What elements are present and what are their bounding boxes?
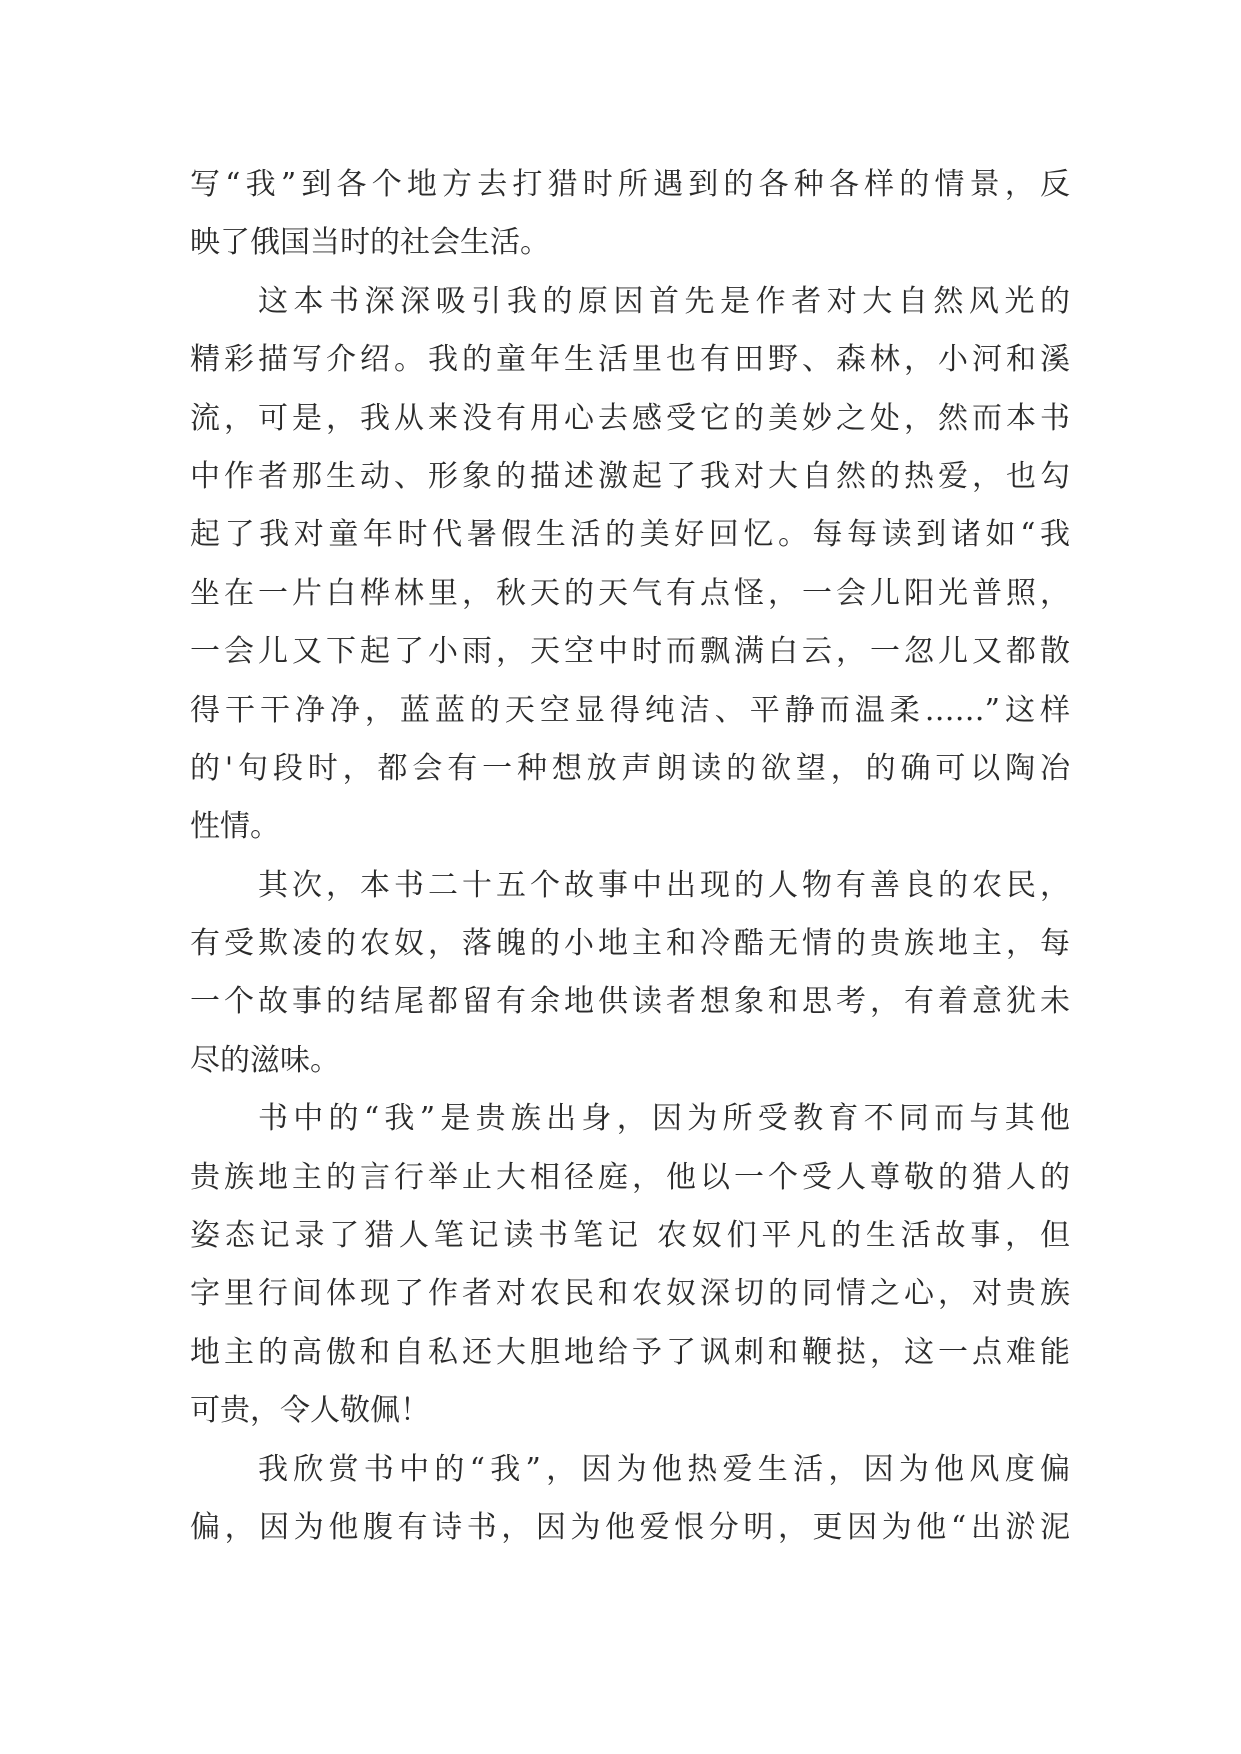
text-line: 写“我”到各个地方去打猎时所遇到的各种各样的情景，反: [190, 167, 1070, 202]
text-line: 的'句段时，都会有一种想放声朗读的欲望，的确可以陶冶: [190, 750, 1070, 786]
body-text: [190, 156, 1070, 1557]
text-line: 坐在一片白桦林里，秋天的天气有点怪，一会儿阳光普照，: [190, 575, 1070, 611]
text-line: 字里行间体现了作者对农民和农奴深切的同情之心，对贵族: [190, 1276, 1070, 1312]
text-line: 可贵，令人敬佩！: [190, 1393, 430, 1429]
paragraph-start-line: 这本书深深吸引我的原因首先是作者对大自然风光的: [258, 283, 1070, 319]
text-line: 得干干净净，蓝蓝的天空显得纯洁、平静而温柔……”这样: [190, 692, 1070, 728]
text-line: 精彩描写介绍。我的童年生活里也有田野、森林，小河和溪: [190, 342, 1070, 378]
text-line: 一个故事的结尾都留有余地供读者想象和思考，有着意犹未: [190, 984, 1070, 1020]
text-line: 贵族地主的言行举止大相径庭，他以一个受人尊敬的猎人的: [190, 1159, 1070, 1195]
paragraph-start-line: 我欣赏书中的“我”，因为他热爱生活，因为他风度偏: [258, 1451, 1070, 1487]
text-line: 尽的滋味。: [190, 1042, 340, 1078]
text-line: 流，可是，我从来没有用心去感受它的美妙之处，然而本书: [190, 400, 1070, 436]
text-line: 起了我对童年时代暑假生活的美好回忆。每每读到诸如“我: [190, 517, 1070, 553]
text-line: 姿态记录了猎人笔记读书笔记 农奴们平凡的生活故事，但: [190, 1218, 1070, 1254]
text-line: 映了俄国当时的社会生活。: [190, 225, 550, 261]
text-line: 偏，因为他腹有诗书，因为他爱恨分明，更因为他“出淤泥: [190, 1509, 1070, 1545]
text-line: 性情。: [190, 809, 280, 845]
paragraph-start-line: 其次，本书二十五个故事中出现的人物有善良的农民，: [258, 867, 1070, 903]
paragraph-start-line: 书中的“我”是贵族出身，因为所受教育不同而与其他: [258, 1101, 1070, 1137]
text-line: 地主的高傲和自私还大胆地给予了讽刺和鞭挞，这一点难能: [190, 1334, 1070, 1370]
text-line: 有受欺凌的农奴，落魄的小地主和冷酷无情的贵族地主，每: [190, 926, 1070, 962]
text-line: 一会儿又下起了小雨，天空中时而飘满白云，一忽儿又都散: [190, 634, 1070, 670]
text-line: 中作者那生动、形象的描述激起了我对大自然的热爱，也勾: [190, 458, 1070, 494]
